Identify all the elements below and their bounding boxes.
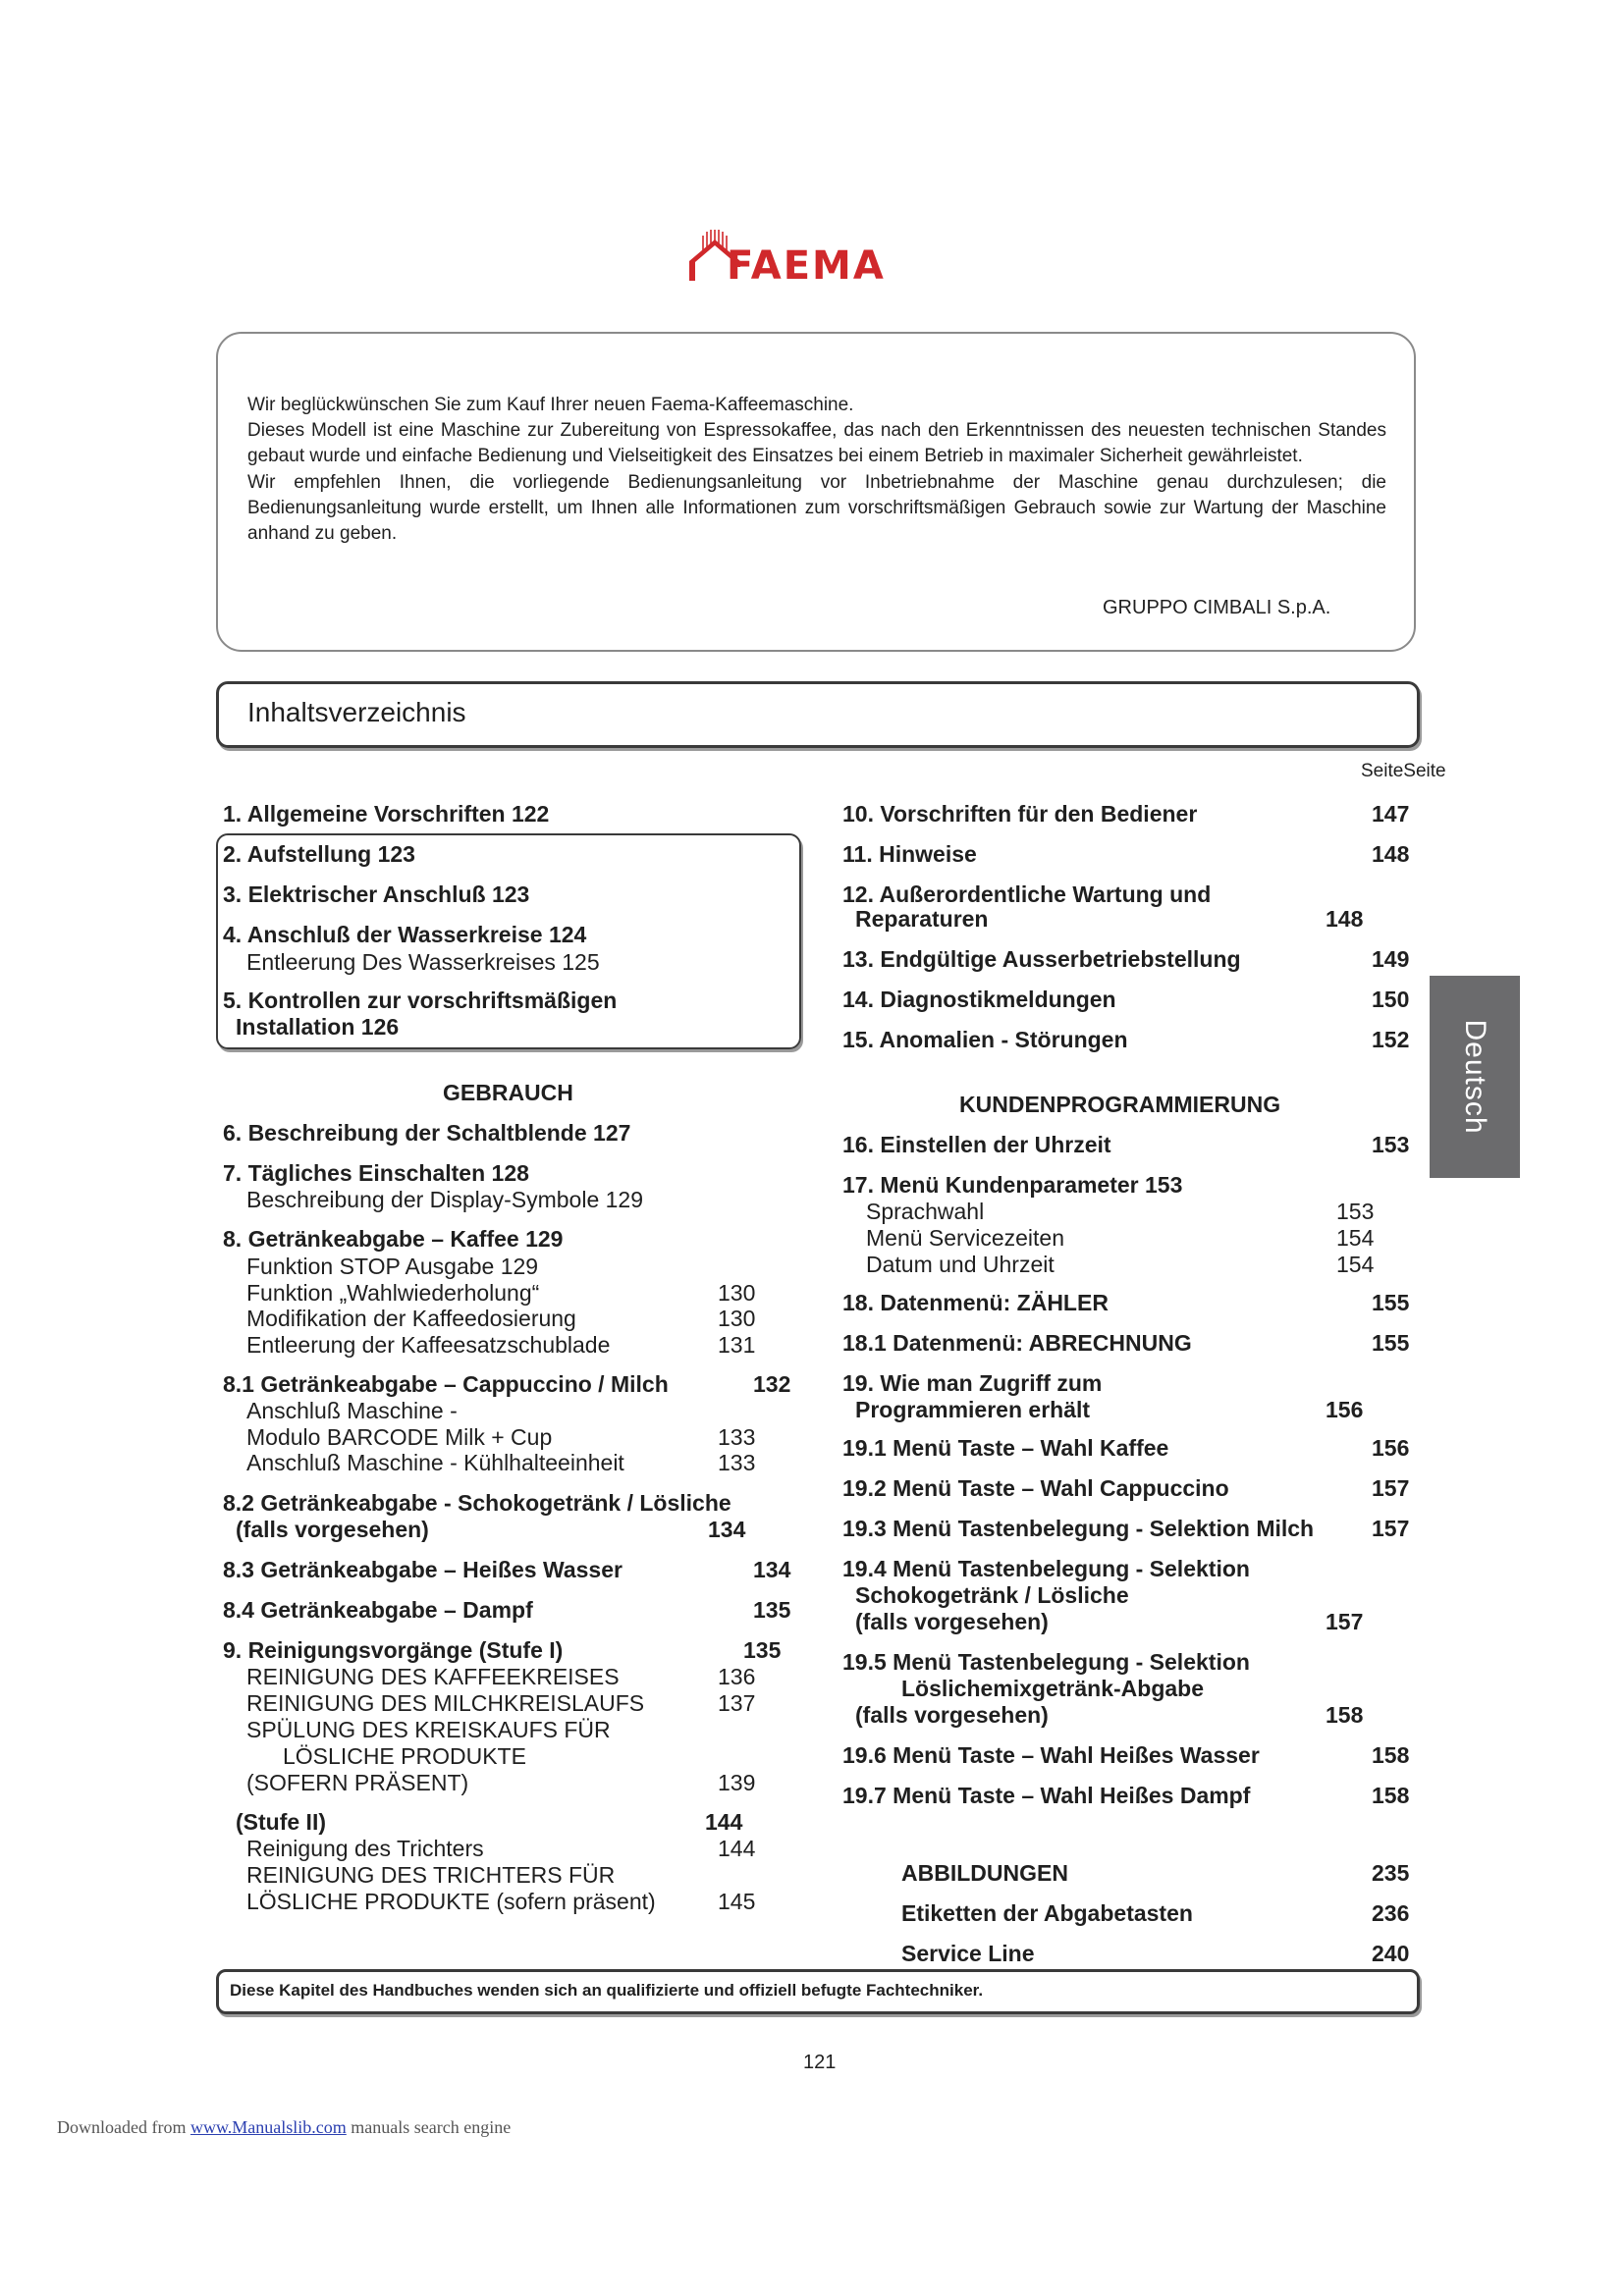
toc-entry[interactable]: 12. Außerordentliche Wartung und bbox=[842, 881, 1212, 907]
toc-page-number: 157 bbox=[1372, 1475, 1410, 1501]
toc-entry[interactable]: 15. Anomalien - Störungen bbox=[842, 1027, 1128, 1052]
toc-subentry-continued[interactable]: (SOFERN PRÄSENT) bbox=[246, 1770, 469, 1795]
toc-page-number: 135 bbox=[753, 1597, 791, 1623]
toc-entry[interactable]: 8.2 Getränkeabgabe - Schokogetränk / Lösliche bbox=[223, 1490, 731, 1516]
toc-page-number: 130 bbox=[718, 1280, 756, 1306]
toc-entry[interactable]: 16. Einstellen der Uhrzeit bbox=[842, 1132, 1111, 1157]
intro-paragraph: Wir beglückwünschen Sie zum Kauf Ihrer neuen Faema-Kaffeemaschine. bbox=[247, 395, 854, 415]
toc-section-heading: KUNDENPROGRAMMIERUNG bbox=[959, 1092, 1281, 1117]
toc-page-number: 131 bbox=[718, 1332, 756, 1358]
intro-paragraph: Dieses Modell ist eine Maschine zur Zubereitung von Espressokaffee, das nach den Erkenntnissen des neuesten technischen Standes gebaut wurde und einfache Bedienung und Vielseitigkeit des Einsatzes bei einem Betrieb in maximaler Sicherheit gewährleistet. bbox=[247, 420, 1386, 467]
toc-entry[interactable]: 8. Getränkeabgabe – Kaffee 129 bbox=[223, 1226, 564, 1252]
page-number: 121 bbox=[803, 2052, 837, 2073]
toc-page-number: 153 bbox=[1372, 1132, 1410, 1157]
toc-subentry[interactable]: Sprachwahl bbox=[866, 1199, 985, 1224]
toc-page-number: 145 bbox=[718, 1889, 756, 1914]
toc-entry[interactable]: 8.3 Getränkeabgabe – Heißes Wasser bbox=[223, 1557, 623, 1582]
toc-entry[interactable]: 18.1 Datenmenü: ABRECHNUNG bbox=[842, 1330, 1192, 1356]
toc-entry-continued[interactable]: Reparaturen bbox=[855, 906, 989, 932]
toc-entry[interactable]: 9. Reinigungsvorgänge (Stufe I) bbox=[223, 1637, 564, 1663]
language-tab-label: Deutsch bbox=[1459, 1019, 1491, 1135]
intro-text bbox=[247, 393, 1386, 547]
toc-entry-continued[interactable]: Schokogetränk / Lösliche bbox=[855, 1582, 1129, 1608]
toc-subentry[interactable]: Datum und Uhrzeit bbox=[866, 1252, 1055, 1277]
toc-page-number: 133 bbox=[718, 1424, 756, 1450]
toc-page-number: 154 bbox=[1336, 1225, 1375, 1251]
technician-notice: Diese Kapitel des Handbuches wenden sich an qualifizierte und offiziell befugte Fachtechniker. bbox=[230, 1981, 984, 2000]
toc-entry-continued[interactable]: Programmieren erhält bbox=[855, 1397, 1091, 1422]
toc-entry[interactable]: 7. Tägliches Einschalten 128 bbox=[223, 1160, 529, 1186]
toc-entry[interactable]: 19. Wie man Zugriff zum bbox=[842, 1370, 1103, 1396]
toc-page-number: 153 bbox=[1336, 1199, 1375, 1224]
toc-entry[interactable]: 3. Elektrischer Anschluß 123 bbox=[223, 881, 530, 907]
toc-subentry[interactable]: Beschreibung der Display-Symbole 129 bbox=[246, 1187, 643, 1212]
toc-title: Inhaltsverzeichnis bbox=[247, 697, 466, 727]
toc-page-number: 235 bbox=[1372, 1860, 1410, 1886]
toc-page-number: 144 bbox=[718, 1836, 756, 1861]
toc-page-number: 236 bbox=[1372, 1900, 1410, 1926]
toc-page-number: 132 bbox=[753, 1371, 791, 1397]
footer-prefix: Downloaded from bbox=[57, 2117, 187, 2137]
download-footer bbox=[57, 2117, 511, 2138]
footer-suffix: manuals search engine bbox=[351, 2117, 512, 2137]
toc-page-number: 137 bbox=[718, 1690, 756, 1716]
toc-entry[interactable]: 5. Kontrollen zur vorschriftsmäßigen bbox=[223, 988, 618, 1013]
toc-section-heading[interactable]: ABBILDUNGEN bbox=[901, 1860, 1068, 1886]
toc-page-number: 154 bbox=[1336, 1252, 1375, 1277]
toc-section-heading: GEBRAUCH bbox=[443, 1080, 573, 1105]
toc-subentry[interactable]: SPÜLUNG DES KREISKAUFS FÜR bbox=[246, 1717, 611, 1742]
toc-page-number: 158 bbox=[1326, 1702, 1364, 1728]
toc-page-number: 148 bbox=[1372, 841, 1410, 867]
toc-page-number: 133 bbox=[718, 1450, 756, 1475]
page-column-label: SeiteSeite bbox=[1361, 761, 1446, 781]
toc-entry[interactable]: 1. Allgemeine Vorschriften 122 bbox=[223, 801, 550, 827]
toc-page-number: 240 bbox=[1372, 1941, 1410, 1966]
toc-subentry[interactable]: Entleerung Des Wasserkreises 125 bbox=[246, 949, 600, 975]
toc-subentry[interactable]: Modulo BARCODE Milk + Cup bbox=[246, 1424, 553, 1450]
toc-page-number: 157 bbox=[1326, 1609, 1364, 1634]
toc-page-number: 149 bbox=[1372, 946, 1410, 972]
toc-subentry[interactable]: REINIGUNG DES TRICHTERS FÜR bbox=[246, 1862, 616, 1888]
toc-page-number: 158 bbox=[1372, 1783, 1410, 1808]
toc-entry-continued[interactable]: Installation 126 bbox=[236, 1014, 400, 1040]
toc-subentry[interactable]: REINIGUNG DES KAFFEEKREISES bbox=[246, 1664, 620, 1689]
toc-entry[interactable]: 8.4 Getränkeabgabe – Dampf bbox=[223, 1597, 533, 1623]
toc-page-number: 157 bbox=[1372, 1516, 1410, 1541]
toc-page-number: 156 bbox=[1326, 1397, 1364, 1422]
toc-entry[interactable]: 14. Diagnostikmeldungen bbox=[842, 987, 1116, 1012]
toc-page-number: 150 bbox=[1372, 987, 1410, 1012]
faema-logo-text: FAEMA bbox=[727, 243, 886, 289]
toc-subentry[interactable]: Entleerung der Kaffeesatzschublade bbox=[246, 1332, 611, 1358]
intro-paragraph: Wir empfehlen Ihnen, die vorliegende Bedienungsanleitung vor Inbetriebnahme der Maschine genau durchzulesen; die Bedienungsanleitung wurde erstellt, um Ihnen alle Informationen zum vorschriftsmäßigen Gebrauch sowie zur Wartung der Maschine anhand zu geben. bbox=[247, 471, 1386, 545]
toc-entry[interactable]: 19.4 Menü Tastenbelegung - Selektion bbox=[842, 1556, 1250, 1581]
toc-subentry[interactable]: Modifikation der Kaffeedosierung bbox=[246, 1306, 576, 1331]
toc-page-number: 156 bbox=[1372, 1435, 1410, 1461]
toc-subentry[interactable]: Funktion „Wahlwiederholung“ bbox=[246, 1280, 540, 1306]
toc-entry[interactable]: 6. Beschreibung der Schaltblende 127 bbox=[223, 1120, 631, 1146]
toc-page-number: 155 bbox=[1372, 1330, 1410, 1356]
toc-entry[interactable]: 13. Endgültige Ausserbetriebstellung bbox=[842, 946, 1241, 972]
toc-subentry-continued[interactable]: LÖSLICHE PRODUKTE (sofern präsent) bbox=[246, 1889, 656, 1914]
toc-entry[interactable]: 11. Hinweise bbox=[842, 841, 977, 867]
toc-subentry[interactable]: Anschluß Maschine - Kühlhalteeinheit bbox=[246, 1450, 624, 1475]
toc-subentry[interactable]: Anschluß Maschine - bbox=[246, 1398, 458, 1423]
toc-entry[interactable]: 19.6 Menü Taste – Wahl Heißes Wasser bbox=[842, 1742, 1260, 1768]
toc-entry[interactable]: 2. Aufstellung 123 bbox=[223, 841, 415, 867]
signature: GRUPPO CIMBALI S.p.A. bbox=[1103, 597, 1331, 618]
toc-page-number: 155 bbox=[1372, 1290, 1410, 1315]
toc-page-number: 152 bbox=[1372, 1027, 1410, 1052]
toc-entry[interactable]: 18. Datenmenü: ZÄHLER bbox=[842, 1290, 1109, 1315]
toc-entry-continued[interactable]: (falls vorgesehen) bbox=[236, 1517, 429, 1542]
toc-page-number: 147 bbox=[1372, 801, 1410, 827]
toc-page-number: 144 bbox=[705, 1809, 743, 1835]
toc-page-number: 136 bbox=[718, 1664, 756, 1689]
toc-entry[interactable]: 8.1 Getränkeabgabe – Cappuccino / Milch bbox=[223, 1371, 669, 1397]
toc-entry[interactable]: 4. Anschluß der Wasserkreise 124 bbox=[223, 922, 587, 947]
toc-page-number: 134 bbox=[708, 1517, 746, 1542]
toc-entry[interactable]: 10. Vorschriften für den Bediener bbox=[842, 801, 1198, 827]
toc-entry[interactable]: 19.2 Menü Taste – Wahl Cappuccino bbox=[842, 1475, 1229, 1501]
toc-subentry[interactable]: Reinigung des Trichters bbox=[246, 1836, 484, 1861]
toc-subentry[interactable]: Funktion STOP Ausgabe 129 bbox=[246, 1254, 539, 1279]
toc-page-number: 134 bbox=[753, 1557, 791, 1582]
toc-entry[interactable]: 19.3 Menü Tastenbelegung - Selektion Milch bbox=[842, 1516, 1315, 1541]
toc-entry[interactable]: Etiketten der Abgabetasten bbox=[901, 1900, 1193, 1926]
toc-entry-continued[interactable]: (falls vorgesehen) bbox=[855, 1702, 1049, 1728]
toc-entry[interactable]: 19.1 Menü Taste – Wahl Kaffee bbox=[842, 1435, 1169, 1461]
toc-page-number: 135 bbox=[743, 1637, 782, 1663]
toc-subentry-continued[interactable]: LÖSLICHE PRODUKTE bbox=[283, 1743, 526, 1769]
toc-subentry[interactable]: Menü Servicezeiten bbox=[866, 1225, 1064, 1251]
language-tab bbox=[1430, 976, 1520, 1178]
toc-entry[interactable]: 17. Menü Kundenparameter 153 bbox=[842, 1172, 1183, 1198]
faema-logo bbox=[685, 230, 956, 289]
toc-page-number: 130 bbox=[718, 1306, 756, 1331]
toc-entry-continued[interactable]: Löslichemixgetränk-Abgabe bbox=[901, 1676, 1205, 1701]
toc-page-number: 148 bbox=[1326, 906, 1364, 932]
toc-entry-continued[interactable]: (falls vorgesehen) bbox=[855, 1609, 1049, 1634]
toc-entry[interactable]: Service Line bbox=[901, 1941, 1035, 1966]
toc-subentry[interactable]: REINIGUNG DES MILCHKREISLAUFS bbox=[246, 1690, 645, 1716]
toc-entry[interactable]: 19.5 Menü Tastenbelegung - Selektion bbox=[842, 1649, 1250, 1675]
manualslib-link[interactable]: www.Manualslib.com bbox=[189, 2117, 347, 2137]
toc-page-number: 158 bbox=[1372, 1742, 1410, 1768]
toc-entry[interactable]: (Stufe II) bbox=[236, 1809, 326, 1835]
toc-entry[interactable]: 19.7 Menü Taste – Wahl Heißes Dampf bbox=[842, 1783, 1251, 1808]
toc-page-number: 139 bbox=[718, 1770, 756, 1795]
